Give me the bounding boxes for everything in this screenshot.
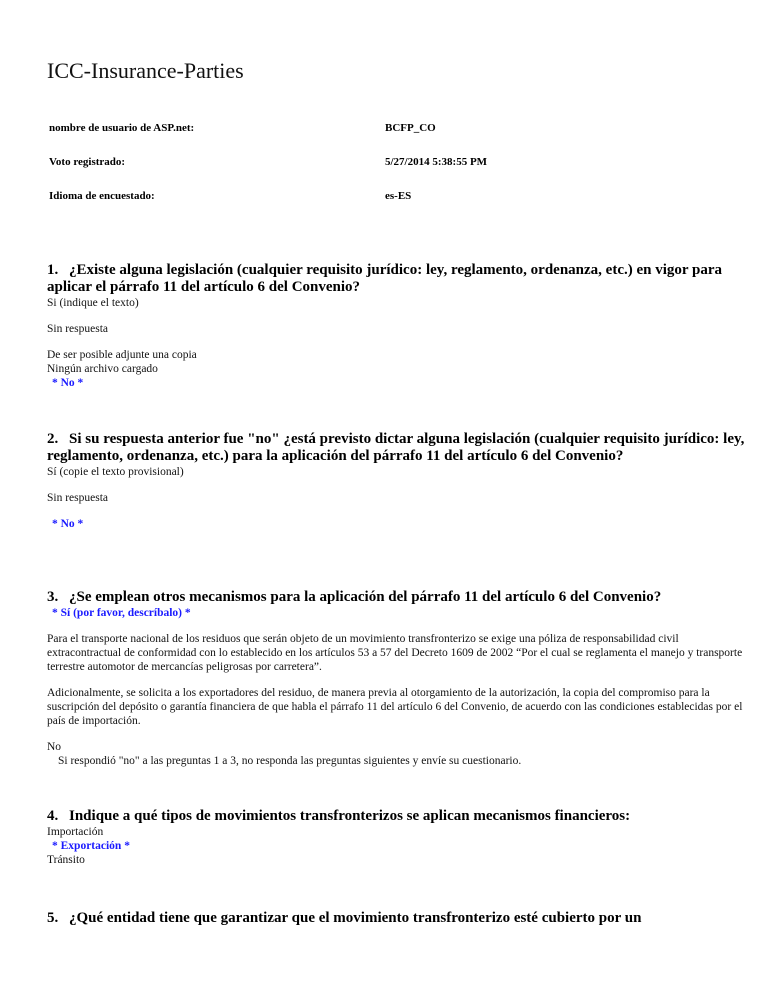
question-heading: [47, 431, 747, 465]
selected-answer: * Sí (por favor, descríbalo) *: [52, 607, 191, 619]
question-heading: [47, 910, 747, 927]
question-heading: [47, 808, 747, 825]
question-3: [47, 589, 747, 768]
question-text: Si su respuesta anterior fue "no" ¿está previsto dictar alguna legislación (cualquier requisito jurídico: ley, reglamento, ordenanza, etc.) para la aplicación del párrafo 11 del artículo 6 del Convenio?: [47, 431, 745, 464]
meta-label: nombre de usuario de ASP.net:: [49, 122, 195, 134]
question-number: 3.: [47, 589, 59, 605]
option-import: Importación: [47, 826, 104, 838]
question-number: 4.: [47, 808, 59, 824]
attachment-label: De ser posible adjunte una copia: [47, 349, 197, 361]
question-text: Indique a qué tipos de movimientos transfronterizos se aplican mecanismos financieros:: [69, 808, 631, 824]
option-yes: Si (indique el texto): [47, 297, 139, 309]
question-number: 1.: [47, 262, 59, 278]
meta-row-vote-date: [49, 155, 749, 169]
question-text: ¿Se emplean otros mecanismos para la aplicación del párrafo 11 del artículo 6 del Convenio?: [69, 589, 662, 605]
option-no: No: [47, 741, 62, 753]
question-4: [47, 808, 747, 867]
meta-row-language: [49, 189, 749, 203]
meta-label: Voto registrado:: [49, 156, 126, 168]
question-heading: [47, 589, 747, 606]
meta-label: Idioma de encuestado:: [49, 190, 155, 202]
text-answer: Sin respuesta: [47, 323, 109, 335]
selected-answer: * No *: [52, 377, 84, 389]
meta-value: BCFP_CO: [385, 122, 436, 134]
option-yes: Sí (copie el texto provisional): [47, 466, 184, 478]
question-1: [47, 262, 747, 390]
question-2: [47, 431, 747, 531]
meta-value: 5/27/2014 5:38:55 PM: [385, 156, 488, 168]
page-title: ICC-Insurance-Parties: [47, 58, 244, 83]
option-no-note: Si respondió "no" a las preguntas 1 a 3, no responda las preguntas siguientes y envíe su cuestionario.: [58, 755, 522, 767]
text-answer: Sin respuesta: [47, 492, 109, 504]
option-transit: Tránsito: [47, 854, 85, 866]
attachment-value: Ningún archivo cargado: [47, 363, 158, 375]
question-heading: [47, 262, 747, 296]
selected-answer: * No *: [52, 518, 84, 530]
option-export-selected: * Exportación *: [52, 840, 130, 852]
question-number: 5.: [47, 910, 59, 926]
question-number: 2.: [47, 431, 59, 447]
question-5: [47, 910, 747, 927]
answer-paragraph: Adicionalmente, se solicita a los exportadores del residuo, de manera previa al otorgamiento de la autorización, la copia del compromiso para la suscripción del depósito o garantía financiera de que habla el párrafo 11 del artículo 6 del Convenio, de acuerdo con las condiciones establecidas por el país de importación.: [47, 687, 743, 727]
answer-paragraph: Para el transporte nacional de los residuos que serán objeto de un movimiento transfronterizo se exige una póliza de responsabilidad civil extracontractual de conformidad con lo establecido en los artículos 53 a 57 del Decreto 1609 de 2002 “Por el cual se reglamenta el manejo y transporte terrestre automotor de mercancías peligrosas por carretera”.: [47, 633, 743, 673]
meta-value: es-ES: [385, 190, 412, 202]
question-text: ¿Existe alguna legislación (cualquier requisito jurídico: ley, reglamento, ordenanza, etc.) en vigor para aplicar el párrafo 11 del artículo 6 del Convenio?: [47, 262, 723, 295]
meta-row-username: [49, 121, 749, 135]
question-text: ¿Qué entidad tiene que garantizar que el movimiento transfronterizo esté cubierto por un: [69, 910, 642, 926]
